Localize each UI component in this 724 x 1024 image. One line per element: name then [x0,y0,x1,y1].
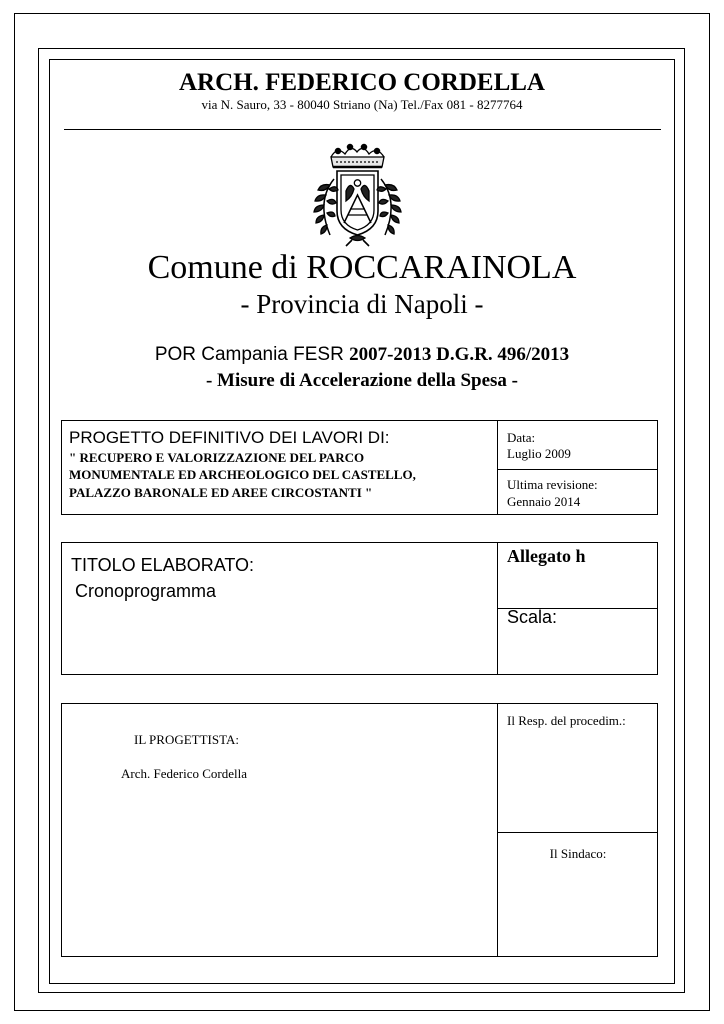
drawing-title-value: Cronoprogramma [75,581,217,601]
project-date-divider [497,469,658,470]
drawing-title-label: TITOLO ELABORATO: [71,555,255,575]
drawing-attachment: Allegato h [507,546,586,566]
project-revision-value: Gennaio 2014 [507,494,581,509]
header-divider [64,129,661,130]
project-title-line-3: PALAZZO BARONALE ED AREE CIRCOSTANTI " [69,485,373,500]
funding-program-detail: 2007-2013 D.G.R. 496/2013 [349,344,570,365]
municipality-name: Comune di ROCCARAINOLA [147,249,577,286]
studio-name: ARCH. FEDERICO CORDELLA [178,69,545,96]
funding-program-prefix: POR Campania FESR [154,344,350,365]
project-title-line-1: " RECUPERO E VALORIZZAZIONE DEL PARCO [69,450,365,465]
signatures-mayor-divider [497,832,658,833]
project-heading: PROGETTO DEFINITIVO DEI LAVORI DI: [69,428,390,447]
project-title-line-2: MONUMENTALE ED ARCHEOLOGICO DEL CASTELLO, [69,467,416,482]
drawing-scale-label: Scala: [507,607,558,627]
coat-of-arms-icon [300,143,415,248]
procedure-manager-label: Il Resp. del procedim.: [507,713,626,728]
project-revision-label: Ultima revisione: [507,477,598,492]
project-date-label: Data: [507,430,536,445]
project-date-value: Luglio 2009 [507,446,571,461]
studio-address: via N. Sauro, 33 - 80040 Striano (Na) Tel./Fax 081 - 8277764 [201,97,523,112]
signatures-box-divider [497,703,498,957]
designer-name: Arch. Federico Cordella [121,766,247,781]
funding-measure: - Misure di Accelerazione della Spesa - [205,370,519,391]
project-box-divider [497,420,498,515]
designer-label: IL PROGETTISTA: [134,732,239,747]
province-name: - Provincia di Napoli - [240,289,484,319]
funding-program [62,343,662,367]
mayor-label: Il Sindaco: [549,846,607,861]
